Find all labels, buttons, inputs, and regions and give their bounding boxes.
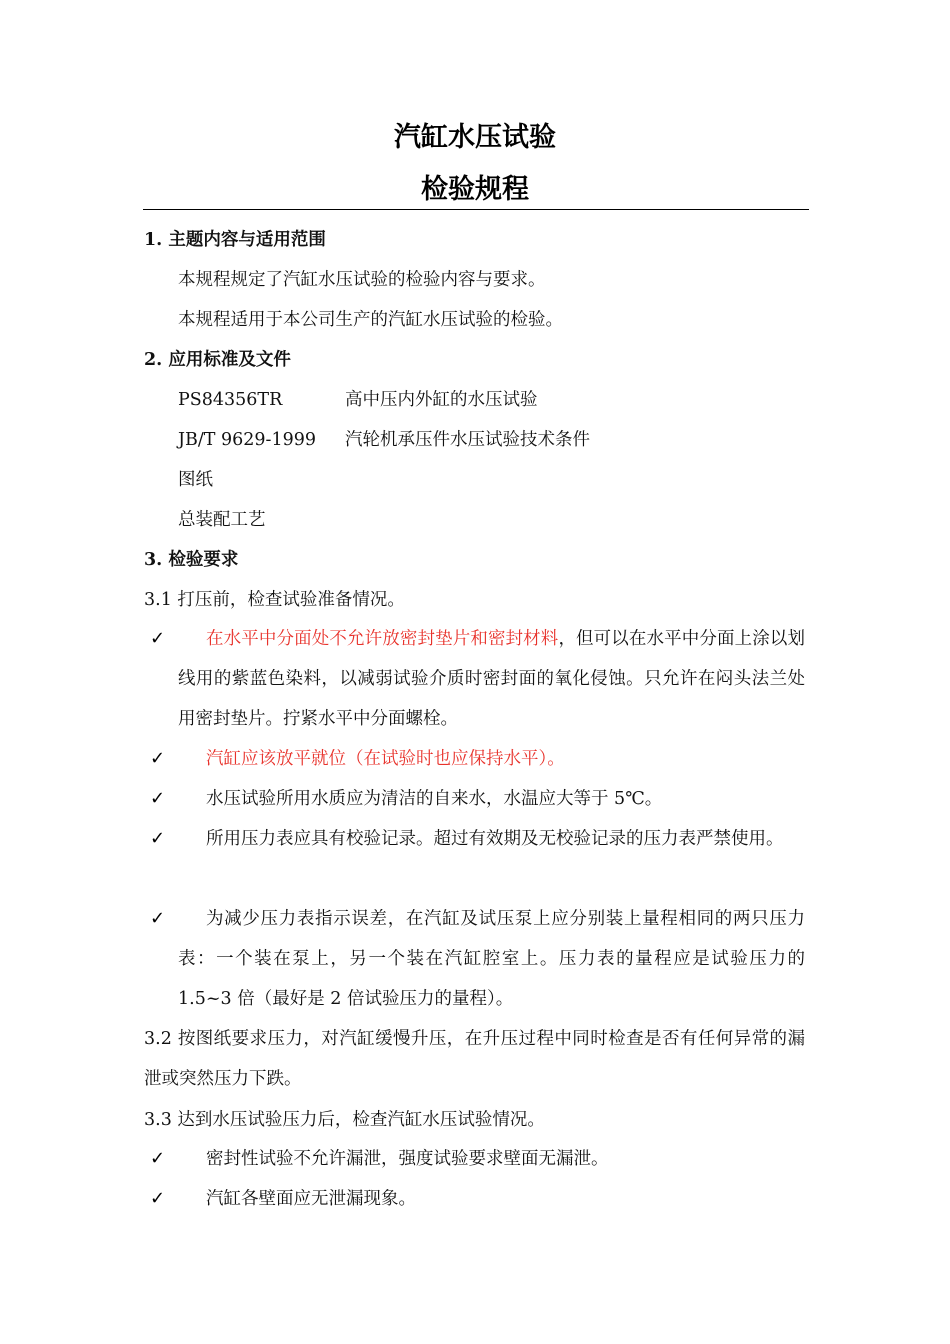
checkmark-icon: ✓ [150,788,166,809]
clause-3-3: 3.3 达到水压试验压力后，检查汽缸水压试验情况。 [144,1110,545,1130]
bullet-water-quality: 水压试验所用水质应为清洁的自来水，水温应大等于 5℃。 [206,789,663,809]
bullet-level-position [178,739,805,779]
section-3-heading: 3. 检验要求 [144,550,239,570]
checkmark-icon: ✓ [150,908,166,929]
title-divider [143,209,809,210]
checkmark-icon: ✓ [150,1188,166,1209]
bullet-sealing-material [178,619,805,739]
checkmark-icon: ✓ [150,748,166,769]
section-1-paragraph-1: 本规程规定了汽缸水压试验的检验内容与要求。 [178,270,546,290]
section-1-paragraph-2: 本规程适用于本公司生产的汽缸水压试验的检验。 [178,310,563,330]
section-1-heading: 1. 主题内容与适用范围 [144,230,326,250]
highlighted-requirement: 汽缸应该放平就位（在试验时也应保持水平）。 [206,749,565,769]
section-2-heading: 2. 应用标准及文件 [144,350,291,370]
checkmark-icon: ✓ [150,828,166,849]
bullet-no-leakage: 密封性试验不允许漏泄，强度试验要求壁面无漏泄。 [206,1149,609,1169]
standard-description: 汽轮机承压件水压试验技术条件 [345,430,590,450]
doc-title-line1: 汽缸水压试验 [394,122,556,153]
bullet-pressure-gauge-calibration: 所用压力表应具有校验记录。超过有效期及无校验记录的压力表严禁使用。 [206,829,784,849]
clause-3-2: 3.2 按图纸要求压力，对汽缸缓慢升压，在升压过程中同时检查是否有任何异常的漏泄或突然压力下跌。 [144,1029,805,1089]
checkmark-icon: ✓ [150,1148,166,1169]
standard-code: JB/T 9629-1999 [178,430,316,450]
highlighted-requirement: 在水平中分面处不允许放密封垫片和密封材料 [206,629,559,649]
reference-assembly-process: 总装配工艺 [178,510,266,530]
bullet-wall-leakage: 汽缸各壁面应无泄漏现象。 [206,1189,416,1209]
bullet-pressure-gauge-range: 为减少压力表指示误差，在汽缸及试压泵上应分别装上量程相同的两只压力表：一个装在泵上，另一个装在汽缸腔室上。压力表的量程应是试验压力的 1.5~3 倍（最好是 2 倍试验压力的量程）。 [178,909,805,1009]
standard-description: 高中压内外缸的水压试验 [345,390,538,410]
reference-drawings: 图纸 [178,470,213,490]
bullet-text: ，但可以在水平中分面上涂以划线用的紫蓝色染料，以减弱试验介质时密封面的氧化侵蚀。只允许在闷头法兰处用密封垫片。拧紧水平中分面螺栓。 [178,629,806,729]
checkmark-icon: ✓ [150,628,166,649]
doc-title-line2: 检验规程 [421,174,529,205]
clause-3-1: 3.1 打压前，检查试验准备情况。 [144,590,405,610]
standard-code: PS84356TR [178,390,283,410]
